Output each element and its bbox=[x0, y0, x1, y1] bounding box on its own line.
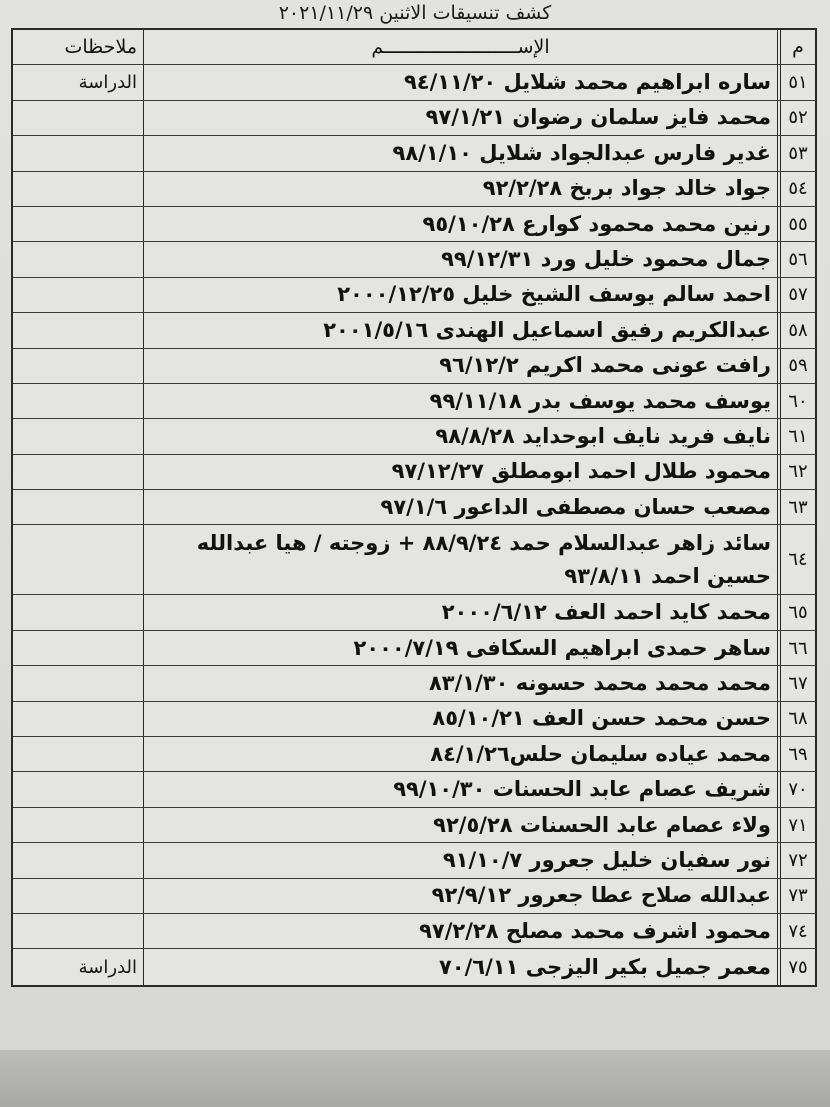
row-number: ٦٢ bbox=[777, 455, 815, 489]
row-number: ٦٦ bbox=[777, 631, 815, 665]
row-number: ٦٧ bbox=[777, 666, 815, 700]
row-notes bbox=[13, 772, 143, 806]
row-notes bbox=[13, 455, 143, 489]
table-row bbox=[13, 914, 815, 949]
table-row bbox=[13, 313, 815, 348]
row-name: يوسف محمد يوسف بدر ٩٩/١١/١٨ bbox=[143, 384, 777, 418]
row-name: غدير فارس عبدالجواد شلايل ٩٨/١/١٠ bbox=[143, 136, 777, 170]
row-name: عبدالله صلاح عطا جعرور ٩٢/٩/١٢ bbox=[143, 879, 777, 913]
row-notes bbox=[13, 207, 143, 241]
row-name: نايف فريد نايف ابوحدايد ٩٨/٨/٢٨ bbox=[143, 419, 777, 453]
row-name: حسن محمد حسن العف ٨٥/١٠/٢١ bbox=[143, 702, 777, 736]
row-name: رنين محمد محمود كوارع ٩٥/١٠/٢٨ bbox=[143, 207, 777, 241]
row-name: محمد محمد محمد حسونه ٨٣/١/٣٠ bbox=[143, 666, 777, 700]
table-row bbox=[13, 490, 815, 525]
row-name: سائد زاهر عبدالسلام حمد ٨٨/٩/٢٤ + زوجته / هيا عبدالله حسين احمد ٩٣/٨/١١ bbox=[143, 525, 777, 594]
row-number: ٧١ bbox=[777, 808, 815, 842]
row-notes: الدراسة bbox=[78, 956, 137, 978]
row-name: ولاء عصام عابد الحسنات ٩٢/٥/٢٨ bbox=[143, 808, 777, 842]
row-name: ساهر حمدى ابراهيم السكافى ٢٠٠٠/٧/١٩ bbox=[143, 631, 777, 665]
table-body bbox=[13, 65, 815, 984]
row-name: مصعب حسان مصطفى الداعور ٩٧/١/٦ bbox=[143, 490, 777, 524]
row-name: جواد خالد جواد بربخ ٩٢/٢/٢٨ bbox=[143, 172, 777, 206]
row-number: ٥٥ bbox=[777, 207, 815, 241]
row-number: ٧٠ bbox=[777, 772, 815, 806]
row-notes bbox=[13, 136, 143, 170]
row-notes bbox=[13, 595, 143, 629]
row-notes bbox=[13, 737, 143, 771]
row-number: ٧٣ bbox=[777, 879, 815, 913]
row-notes: الدراسة bbox=[78, 72, 137, 94]
row-name: ساره ابراهيم محمد شلايل ٩٤/١١/٢٠ bbox=[143, 65, 777, 99]
row-number: ٧٥ bbox=[777, 949, 815, 984]
row-notes bbox=[13, 666, 143, 700]
row-name: محمد كايد احمد العف ٢٠٠٠/٦/١٢ bbox=[143, 595, 777, 629]
table-row bbox=[13, 737, 815, 772]
row-name: محمود طلال احمد ابومطلق ٩٧/١٢/٢٧ bbox=[143, 455, 777, 489]
table-row bbox=[13, 349, 815, 384]
row-notes bbox=[13, 349, 143, 383]
table-row bbox=[13, 278, 815, 313]
row-number: ٦٥ bbox=[777, 595, 815, 629]
row-notes bbox=[13, 808, 143, 842]
row-name: شريف عصام عابد الحسنات ٩٩/١٠/٣٠ bbox=[143, 772, 777, 806]
row-notes bbox=[13, 313, 143, 347]
row-name: احمد سالم يوسف الشيخ خليل ٢٠٠٠/١٢/٢٥ bbox=[143, 278, 777, 312]
table-row bbox=[13, 772, 815, 807]
row-notes bbox=[13, 172, 143, 206]
row-notes bbox=[13, 384, 143, 418]
row-notes bbox=[13, 101, 143, 135]
row-notes bbox=[13, 490, 143, 524]
header-num: م bbox=[777, 30, 815, 64]
row-number: ٦٣ bbox=[777, 490, 815, 524]
row-name: محمود اشرف محمد مصلح ٩٧/٢/٢٨ bbox=[143, 914, 777, 948]
table-row bbox=[13, 525, 815, 595]
row-number: ٧٢ bbox=[777, 843, 815, 877]
table-row bbox=[13, 172, 815, 207]
table-row bbox=[13, 384, 815, 419]
row-notes bbox=[13, 419, 143, 453]
row-notes bbox=[13, 631, 143, 665]
row-name: محمد فايز سلمان رضوان ٩٧/١/٢١ bbox=[143, 101, 777, 135]
row-number: ٥١ bbox=[777, 65, 815, 99]
row-number: ٦٩ bbox=[777, 737, 815, 771]
table-row bbox=[13, 242, 815, 277]
table-row bbox=[13, 949, 815, 984]
table-row bbox=[13, 419, 815, 454]
row-number: ٥٣ bbox=[777, 136, 815, 170]
row-number: ٦٤ bbox=[777, 525, 815, 594]
row-name: رافت عونى محمد اكريم ٩٦/١٢/٢ bbox=[143, 349, 777, 383]
table-row bbox=[13, 595, 815, 630]
row-number: ٥٩ bbox=[777, 349, 815, 383]
row-number: ٥٦ bbox=[777, 242, 815, 276]
row-number: ٧٤ bbox=[777, 914, 815, 948]
row-number: ٦١ bbox=[777, 419, 815, 453]
names-table bbox=[11, 28, 817, 987]
row-notes bbox=[13, 843, 143, 877]
table-row bbox=[13, 631, 815, 666]
header-notes: ملاحظات bbox=[64, 36, 137, 59]
table-row bbox=[13, 101, 815, 136]
row-notes bbox=[13, 702, 143, 736]
row-notes bbox=[13, 879, 143, 913]
table-row bbox=[13, 879, 815, 914]
table-row bbox=[13, 666, 815, 701]
row-number: ٦٠ bbox=[777, 384, 815, 418]
row-number: ٥٧ bbox=[777, 278, 815, 312]
row-notes bbox=[13, 278, 143, 312]
row-number: ٥٢ bbox=[777, 101, 815, 135]
table-row bbox=[13, 65, 815, 100]
document-title: كشف تنسيقات الاثنين ٢٠٢١/١١/٢٩ bbox=[278, 2, 552, 24]
row-number: ٥٨ bbox=[777, 313, 815, 347]
row-number: ٦٨ bbox=[777, 702, 815, 736]
row-notes bbox=[13, 914, 143, 948]
row-notes bbox=[13, 242, 143, 276]
row-name: جمال محمود خليل ورد ٩٩/١٢/٣١ bbox=[143, 242, 777, 276]
row-number: ٥٤ bbox=[777, 172, 815, 206]
row-name: محمد عياده سليمان حلس٨٤/١/٢٦ bbox=[143, 737, 777, 771]
page-edge-shadow bbox=[0, 1050, 830, 1107]
table-header-row bbox=[13, 30, 815, 65]
header-name: الإســــــــــــــــــــــــم bbox=[143, 30, 777, 64]
row-notes bbox=[13, 525, 143, 594]
row-name: معمر جميل بكير اليزجى ٧٠/٦/١١ bbox=[143, 949, 777, 984]
table-row bbox=[13, 843, 815, 878]
table-row bbox=[13, 207, 815, 242]
table-row bbox=[13, 136, 815, 171]
row-name: عبدالكريم رفيق اسماعيل الهندى ٢٠٠١/٥/١٦ bbox=[143, 313, 777, 347]
table-row bbox=[13, 808, 815, 843]
table-row bbox=[13, 455, 815, 490]
row-name: نور سفيان خليل جعرور ٩١/١٠/٧ bbox=[143, 843, 777, 877]
table-row bbox=[13, 702, 815, 737]
